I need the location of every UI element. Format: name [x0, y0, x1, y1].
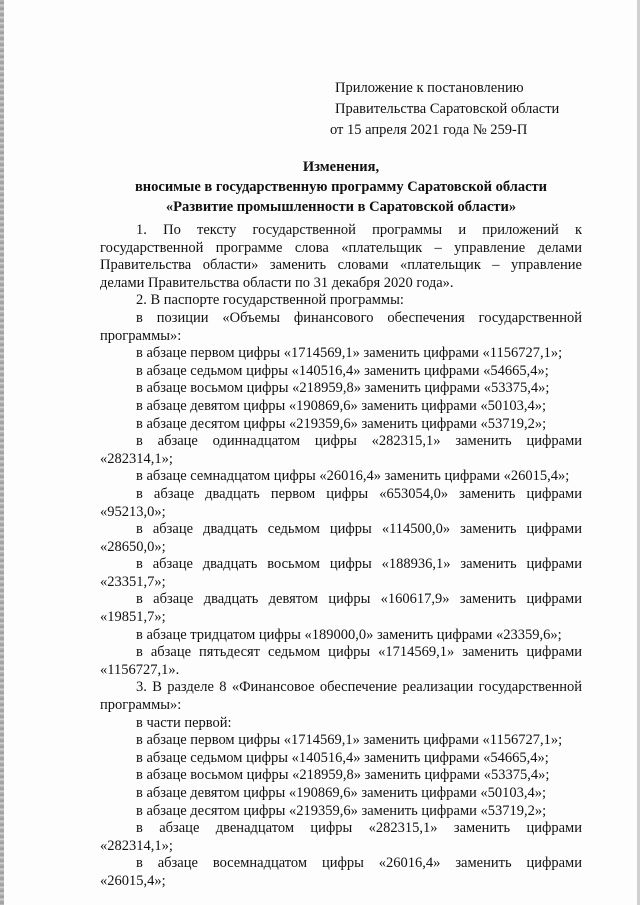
- paragraph: в абзаце тридцатом цифры «189000,0» заменить цифрами «23359,6»;: [136, 626, 562, 643]
- appendix-line-2: Правительства Саратовской области: [335, 101, 560, 117]
- paragraph: в абзаце восьмом цифры «218959,8» заменить цифрами «53375,4»;: [136, 767, 550, 784]
- paragraph: 2. В паспорте государственной программы:: [136, 292, 404, 309]
- paragraph: в абзаце двенадцатом цифры «282315,1» заменить цифрами «282314,1»;: [100, 820, 582, 854]
- paragraph: в абзаце первом цифры «1714569,1» заменить цифрами «1156727,1»;: [136, 732, 563, 749]
- document-body: [100, 222, 582, 891]
- paragraph: в части первой:: [136, 714, 232, 731]
- paragraph: в абзаце двадцать седьмом цифры «114500,0» заменить цифрами «28650,0»;: [100, 521, 582, 555]
- paragraph: в абзаце двадцать девятом цифры «160617,9» заменить цифрами «19851,7»;: [100, 591, 582, 626]
- title-line-2: вносимые в государственную программу Саратовской области: [134, 179, 548, 195]
- paragraph: в абзаце девятом цифры «190869,6» заменить цифрами «50103,4»;: [136, 397, 547, 414]
- paragraph: в абзаце двадцать первом цифры «653054,0» заменить цифрами «95213,0»;: [100, 485, 582, 520]
- paragraph: в абзаце седьмом цифры «140516,4» заменить цифрами «54665,4»;: [136, 362, 549, 379]
- title-line-1: Изменения,: [302, 159, 380, 175]
- paragraph: 1. По тексту государственной программы и приложений к государственной программе слова «плательщик – управление делами Правительства области» заменить словами «плательщик – управление делами Правительства области по 31 декабря 2020 года».: [100, 222, 582, 291]
- paragraph: в абзаце десятом цифры «219359,6» заменить цифрами «53719,2»;: [136, 802, 547, 819]
- paragraph: в абзаце пятьдесят седьмом цифры «1714569,1» заменить цифрами «1156727,1».: [100, 644, 582, 678]
- paragraph: в абзаце одиннадцатом цифры «282315,1» заменить цифрами «282314,1»;: [100, 433, 582, 467]
- paragraph: в абзаце девятом цифры «190869,6» заменить цифрами «50103,4»;: [136, 785, 547, 801]
- paragraph: в абзаце седьмом цифры «140516,4» заменить цифрами «54665,4»;: [136, 749, 549, 766]
- scan-edge-left: [0, 0, 4, 905]
- paragraph: в абзаце первом цифры «1714569,1» заменить цифрами «1156727,1»;: [136, 345, 563, 362]
- paragraph: в абзаце десятом цифры «219359,6» заменить цифрами «53719,2»;: [136, 415, 547, 432]
- appendix-line-1: Приложение к постановлению: [335, 80, 524, 96]
- title-line-3: «Развитие промышленности в Саратовской области»: [165, 199, 517, 215]
- paragraph: в абзаце двадцать восьмом цифры «188936,1» заменить цифрами «23351,7»;: [100, 556, 582, 590]
- appendix-line-3: от 15 апреля 2021 года № 259-П: [330, 122, 528, 138]
- appendix-header: [330, 78, 620, 141]
- paragraph: в абзаце восьмом цифры «218959,8» заменить цифрами «53375,4»;: [136, 380, 550, 397]
- paragraph: в абзаце семнадцатом цифры «26016,4» заменить цифрами «26015,4»;: [136, 468, 570, 485]
- paragraph: в позиции «Объемы финансового обеспечения государственной программы»:: [100, 309, 582, 344]
- paragraph: в абзаце восемнадцатом цифры «26016,4» заменить цифрами «26015,4»;: [100, 855, 582, 889]
- paragraph: 3. В разделе 8 «Финансовое обеспечение реализации государственной программы»:: [100, 679, 582, 714]
- document-title: [100, 157, 582, 217]
